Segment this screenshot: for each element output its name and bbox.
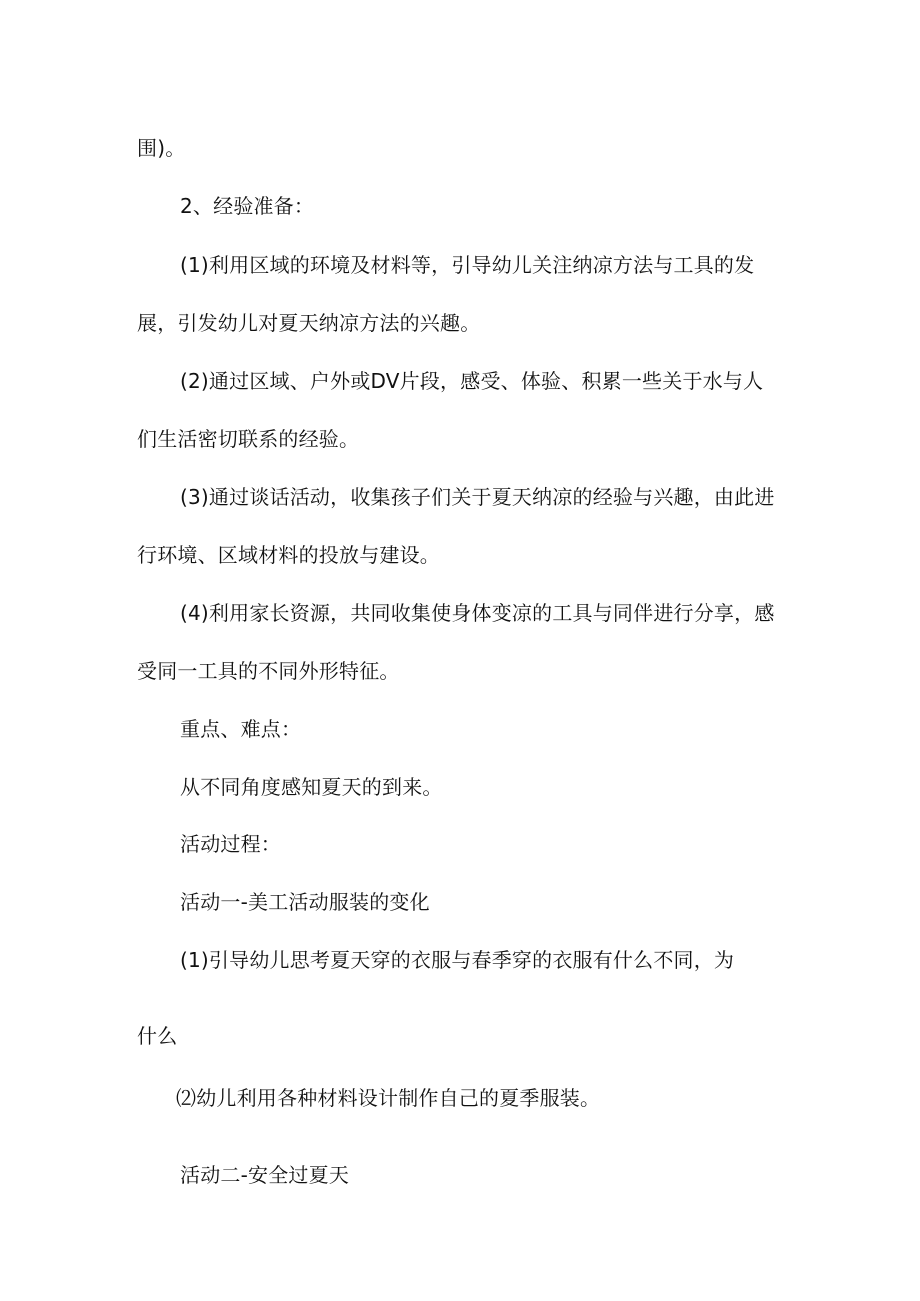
activity-one-step-1-line-2: 什么 [137,1024,178,1048]
activity-one-step-2: ⑵幼儿利用各种材料设计制作自己的夏季服装。 [176,1086,601,1110]
paragraph-2-line-2: 们生活密切联系的经验。 [137,427,360,451]
heading-activity-process: 活动过程： [180,832,281,856]
heading-experience-preparation: 2、经验准备： [180,194,315,218]
key-point-text: 从不同角度感知夏天的到来。 [180,775,443,799]
heading-key-difficult-points: 重点、难点： [180,717,302,741]
activity-one-title: 活动一-美工活动服装的变化 [180,890,430,914]
paragraph-3-line-1: (3)通过谈话活动，收集孩子们关于夏天纳凉的经验与兴趣，由此进 [180,485,775,509]
activity-one-step-1-line-1: (1)引导幼儿思考夏天穿的衣服与春季穿的衣服有什么不同，为 [180,948,735,972]
paragraph-1-line-1: (1)利用区域的环境及材料等，引导幼儿关注纳凉方法与工具的发 [180,253,755,277]
activity-two-title: 活动二-安全过夏天 [180,1163,350,1187]
text-line-continuation-fan-wei: 围)。 [137,136,186,160]
paragraph-4-line-1: (4)利用家长资源，共同收集使身体变凉的工具与同伴进行分享，感 [180,601,775,625]
paragraph-3-line-2: 行环境、区域材料的投放与建设。 [137,543,440,567]
paragraph-1-line-2: 展，引发幼儿对夏天纳凉方法的兴趣。 [137,311,481,335]
paragraph-2-line-1: (2)通过区域、户外或DV片段，感受、体验、积累一些关于水与人 [180,369,764,393]
paragraph-4-line-2: 受同一工具的不同外形特征。 [137,659,400,683]
